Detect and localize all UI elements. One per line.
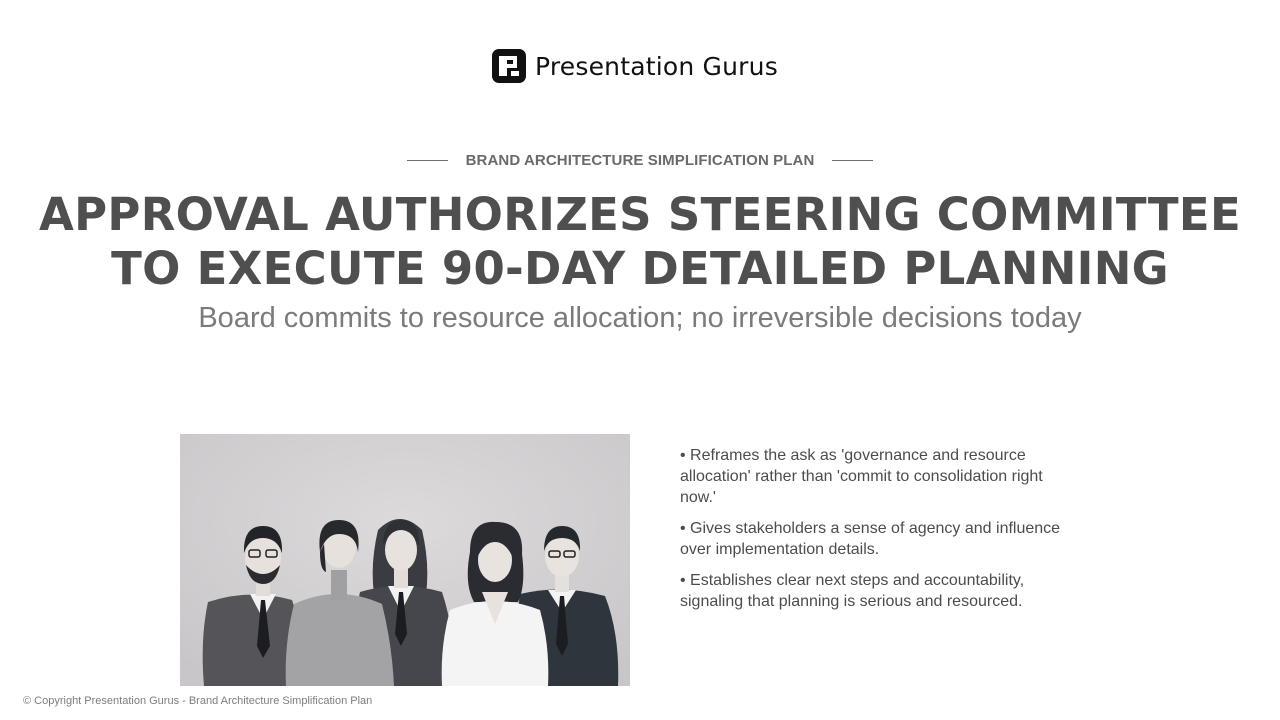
eyebrow-label: BRAND ARCHITECTURE SIMPLIFICATION PLAN bbox=[465, 152, 815, 169]
eyebrow-rule-left bbox=[407, 160, 448, 161]
bullet-item: • Establishes clear next steps and accountability, signaling that planning is serious and resourced. bbox=[680, 572, 1025, 610]
bullet-item: • Reframes the ask as 'governance and resource allocation' rather than 'commit to consolidation right now.' bbox=[680, 447, 1043, 506]
page-title bbox=[0, 188, 1280, 296]
title-line-1: APPROVAL AUTHORIZES STEERING COMMITTEE bbox=[39, 188, 1241, 241]
copyright-footer: © Copyright Presentation Gurus - Brand Architecture Simplification Plan bbox=[23, 695, 373, 707]
brand-logo bbox=[491, 46, 778, 86]
page-subtitle: Board commits to resource allocation; no irreversible decisions today bbox=[198, 302, 1082, 334]
team-illustration bbox=[180, 434, 630, 686]
bullet-item: • Gives stakeholders a sense of agency and influence over implementation details. bbox=[680, 520, 1061, 558]
brand-name: Presentation Gurus bbox=[535, 51, 778, 81]
eyebrow-rule-right bbox=[832, 160, 873, 161]
bullet-list bbox=[680, 445, 1070, 622]
title-line-2: TO EXECUTE 90-DAY DETAILED PLANNING bbox=[111, 242, 1169, 295]
presentation-gurus-logo-icon bbox=[491, 48, 527, 84]
eyebrow-heading bbox=[0, 152, 1280, 169]
